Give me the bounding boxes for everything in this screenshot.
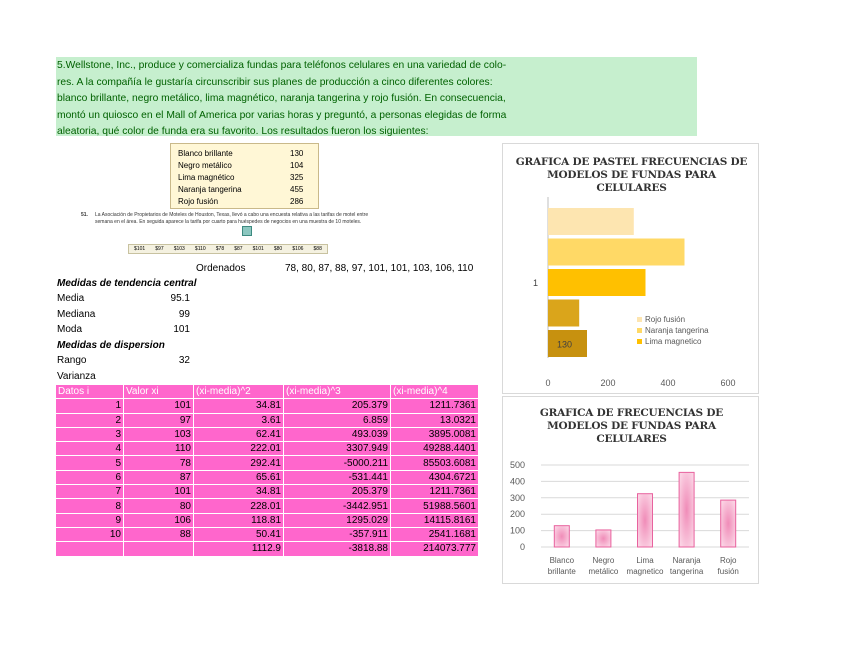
frequency-value: 104	[290, 161, 304, 170]
x-tick-label: Negro	[592, 556, 615, 565]
table-cell[interactable]: 9	[56, 513, 124, 527]
frequency-label: Negro metálico	[178, 161, 232, 170]
header-cell[interactable]: (xi-media)^4	[391, 385, 479, 399]
header-cell[interactable]: (xi-media)^2	[194, 385, 284, 399]
rango-value[interactable]: 32	[178, 355, 190, 366]
table-cell[interactable]: 50.41	[194, 527, 284, 541]
calc-table	[55, 384, 479, 557]
header-cell[interactable]: Datos i	[56, 385, 124, 399]
y-tick-label: 200	[509, 509, 525, 520]
table-cell[interactable]: 6	[56, 470, 124, 484]
table-cell[interactable]: 1211.7361	[391, 399, 479, 413]
frequency-value: 325	[290, 173, 304, 182]
table-cell[interactable]: 34.81	[194, 485, 284, 499]
varianza-label[interactable]: Varianza	[57, 371, 96, 382]
table-cell[interactable]: 103	[124, 427, 194, 441]
table-cell[interactable]: 80	[124, 499, 194, 513]
x-tick-label: fusión	[717, 567, 739, 576]
frequency-row	[171, 148, 318, 160]
frequency-label: Rojo fusión	[178, 197, 219, 206]
table-cell[interactable]: 1211.7361	[391, 485, 479, 499]
frequency-label: Naranja tangerina	[178, 185, 242, 194]
calc-header-row	[56, 385, 479, 399]
media-label[interactable]: Media	[57, 293, 85, 304]
table-cell[interactable]: 292.41	[194, 456, 284, 470]
table-cell[interactable]: 4304.6721	[391, 470, 479, 484]
moda-label[interactable]: Moda	[57, 324, 83, 335]
table-row	[56, 513, 479, 527]
table-cell[interactable]: 228.01	[194, 499, 284, 513]
chart-plot	[503, 397, 758, 583]
rango-label[interactable]: Rango	[57, 355, 87, 366]
bar-negro-metálico	[548, 300, 579, 327]
frequency-value: 130	[290, 149, 304, 158]
edit-icon[interactable]	[242, 226, 252, 236]
bar-naranja-tangerina	[679, 472, 694, 547]
x-tick-label: tangerina	[669, 567, 704, 576]
rate-cell: $87	[234, 246, 243, 252]
bar-lima-magnetico	[548, 269, 646, 296]
x-tick-label: Naranja	[672, 556, 701, 565]
moda-value[interactable]: 101	[173, 324, 190, 335]
table-cell[interactable]: 88	[124, 527, 194, 541]
mediana-value[interactable]: 99	[178, 309, 190, 320]
y-tick-label: 0	[519, 542, 525, 552]
bar-naranja-tangerina	[548, 239, 685, 266]
table-row	[56, 527, 479, 541]
table-row	[56, 485, 479, 499]
legend-swatch	[637, 328, 642, 333]
table-cell[interactable]: 2541.1681	[391, 527, 479, 541]
problem-line: 5.Wellstone, Inc., produce y comercializa fundas para teléfonos celulares en una variedad de colo-	[57, 60, 507, 71]
rate-cell: $101	[134, 246, 146, 252]
rate-cell: $88	[313, 246, 322, 252]
x-tick-label: 0	[545, 378, 551, 388]
legend-swatch	[637, 317, 642, 322]
problem-statement	[56, 57, 697, 136]
table-cell[interactable]: 34.81	[194, 399, 284, 413]
table-row	[56, 413, 479, 427]
table-cell[interactable]: 51988.5601	[391, 499, 479, 513]
frequency-table-image[interactable]	[170, 143, 319, 209]
media-value[interactable]: 95.1	[170, 293, 190, 304]
frequency-label: Lima magnético	[178, 173, 235, 182]
problem-line: montó un quiosco en el Mall of America por varias horas y preguntó, a personas elegidas de forma	[57, 109, 507, 121]
problem-line: blanco brillante, negro metálico, lima magnético, naranja tangerina y rojo fusión. En consecuencia,	[57, 93, 506, 105]
frequency-value: 455	[290, 185, 304, 194]
totals-row	[56, 542, 479, 556]
rate-cell: $103	[173, 246, 185, 252]
sorted-label[interactable]: Ordenados	[196, 263, 246, 274]
table-cell[interactable]: 85503.6081	[391, 456, 479, 470]
table-cell[interactable]: 1	[56, 399, 124, 413]
x-tick-label: metálico	[588, 567, 619, 576]
rate-cell: $110	[194, 246, 206, 252]
table-cell[interactable]	[124, 542, 194, 556]
table-cell[interactable]: 205.379	[284, 399, 391, 413]
frequency-row	[171, 196, 318, 208]
table-cell[interactable]: 493.039	[284, 427, 391, 441]
table-cell[interactable]: 62.41	[194, 427, 284, 441]
total-cell[interactable]: 214073.777	[391, 542, 479, 556]
x-tick-label: 400	[660, 378, 676, 388]
x-tick-label: Rojo	[719, 556, 737, 565]
data-label: 130	[557, 339, 573, 350]
table-cell[interactable]: 7	[56, 485, 124, 499]
table-cell[interactable]: 2	[56, 413, 124, 427]
rate-cell: $80	[273, 246, 283, 252]
table-cell[interactable]: 110	[124, 442, 194, 456]
header-cell[interactable]: (xi-media)^3	[284, 385, 391, 399]
x-tick-label: Lima	[636, 556, 654, 565]
category-label: 1	[533, 278, 539, 288]
chart-title: GRAFICA DE PASTEL FRECUENCIAS DE MODELOS DE FUNDAS PARA CELULARES	[515, 156, 748, 194]
table-cell[interactable]: 101	[124, 485, 194, 499]
frequency-value: 286	[290, 197, 304, 206]
table-row	[56, 399, 479, 413]
table-cell[interactable]: 6.859	[284, 413, 391, 427]
frequency-bar-chart[interactable]	[502, 396, 759, 584]
frequency-row	[171, 160, 318, 172]
x-tick-label: Blanco	[549, 556, 575, 565]
table-row	[56, 470, 479, 484]
table-row	[56, 456, 479, 470]
table-cell[interactable]: 106	[124, 513, 194, 527]
header-cell[interactable]: Valor xi	[124, 385, 194, 399]
legend-swatch	[637, 339, 642, 344]
bar-rojo-fusión	[721, 500, 736, 547]
frequency-label: Blanco brillante	[178, 149, 233, 158]
table-cell[interactable]	[56, 542, 124, 556]
chart-title: GRAFICA DE FRECUENCIAS DE MODELOS DE FUNDAS PARA CELULARES	[539, 407, 724, 445]
frequency-row	[171, 184, 318, 196]
table-cell[interactable]: 118.81	[194, 513, 284, 527]
rate-cell: $106	[292, 246, 304, 252]
total-cell[interactable]: 1112.9	[194, 542, 284, 556]
table-row	[56, 499, 479, 513]
y-tick-label: 500	[509, 460, 525, 470]
table-cell[interactable]: 78	[124, 456, 194, 470]
table-row	[56, 427, 479, 441]
table-cell[interactable]: -3442.951	[284, 499, 391, 513]
table-cell[interactable]: 1295.029	[284, 513, 391, 527]
legend-label: Rojo fusión	[645, 315, 686, 324]
mediana-label[interactable]: Mediana	[57, 309, 96, 320]
exercise-number: 51.	[81, 212, 88, 218]
table-cell[interactable]: 87	[124, 470, 194, 484]
pie-frequency-chart[interactable]	[502, 143, 759, 394]
table-cell[interactable]: 8	[56, 499, 124, 513]
bar-negro-metálico	[596, 530, 611, 547]
problem-line: res. A la compañía le gustaría circunscribir sus planes de producción a cinco diferentes colores:	[57, 76, 493, 88]
table-cell[interactable]: 4	[56, 442, 124, 456]
motel-rates-strip	[128, 244, 328, 254]
table-cell[interactable]: 3.61	[194, 413, 284, 427]
table-row	[56, 442, 479, 456]
table-cell[interactable]: -5000.211	[284, 456, 391, 470]
table-cell[interactable]: 101	[124, 399, 194, 413]
frequency-row	[171, 172, 318, 184]
table-cell[interactable]: 97	[124, 413, 194, 427]
table-cell[interactable]: 13.0321	[391, 413, 479, 427]
table-cell[interactable]: 10	[56, 527, 124, 541]
exercise-51-image[interactable]	[81, 212, 381, 225]
sorted-values[interactable]: 78, 80, 87, 88, 97, 101, 101, 103, 106, 110	[285, 263, 474, 274]
legend-label: Lima magnetico	[645, 337, 702, 346]
rate-cell: $97	[155, 246, 164, 252]
rate-cell: $78	[215, 246, 225, 252]
table-cell[interactable]: 3895.0081	[391, 427, 479, 441]
total-cell[interactable]: -3818.88	[284, 542, 391, 556]
table-cell[interactable]: 14115.8161	[391, 513, 479, 527]
central-heading[interactable]: Medidas de tendencia central	[57, 278, 197, 289]
table-cell[interactable]: 3	[56, 427, 124, 441]
table-cell[interactable]: 205.379	[284, 485, 391, 499]
bar-blanco-brillante	[554, 526, 569, 547]
problem-line: aleatoria, qué color de funda era su favorito. Los resultados fueron los siguientes:	[57, 126, 429, 138]
x-tick-label: brillante	[547, 567, 576, 576]
y-tick-label: 100	[509, 525, 525, 536]
chart-plot	[503, 144, 758, 393]
dispersion-heading[interactable]: Medidas de dispersion	[57, 340, 165, 351]
y-tick-label: 300	[509, 492, 525, 503]
x-tick-label: magnetico	[626, 567, 664, 576]
bar-lima-magnetico	[638, 494, 653, 547]
x-tick-label: 200	[600, 378, 616, 388]
table-cell[interactable]: -357.911	[284, 527, 391, 541]
table-cell[interactable]: 3307.949	[284, 442, 391, 456]
y-tick-label: 400	[509, 476, 525, 487]
rate-cell: $101	[252, 246, 264, 252]
exercise-text: La Asociación de Propietarios de Moteles de Houston, Texas, llevó a cabo una encuesta relativa a las tarifas de motel entre semana en el área. En seguida aparece la tarifa por cuarto para huéspedes de negocios en una muestra de 10 moteles.	[95, 212, 369, 225]
table-cell[interactable]: -531.441	[284, 470, 391, 484]
table-cell[interactable]: 65.61	[194, 470, 284, 484]
table-cell[interactable]: 5	[56, 456, 124, 470]
legend-label: Naranja tangerina	[645, 326, 709, 335]
bar-rojo-fusión	[548, 208, 634, 235]
table-cell[interactable]: 222.01	[194, 442, 284, 456]
x-tick-label: 600	[720, 378, 736, 388]
table-cell[interactable]: 49288.4401	[391, 442, 479, 456]
